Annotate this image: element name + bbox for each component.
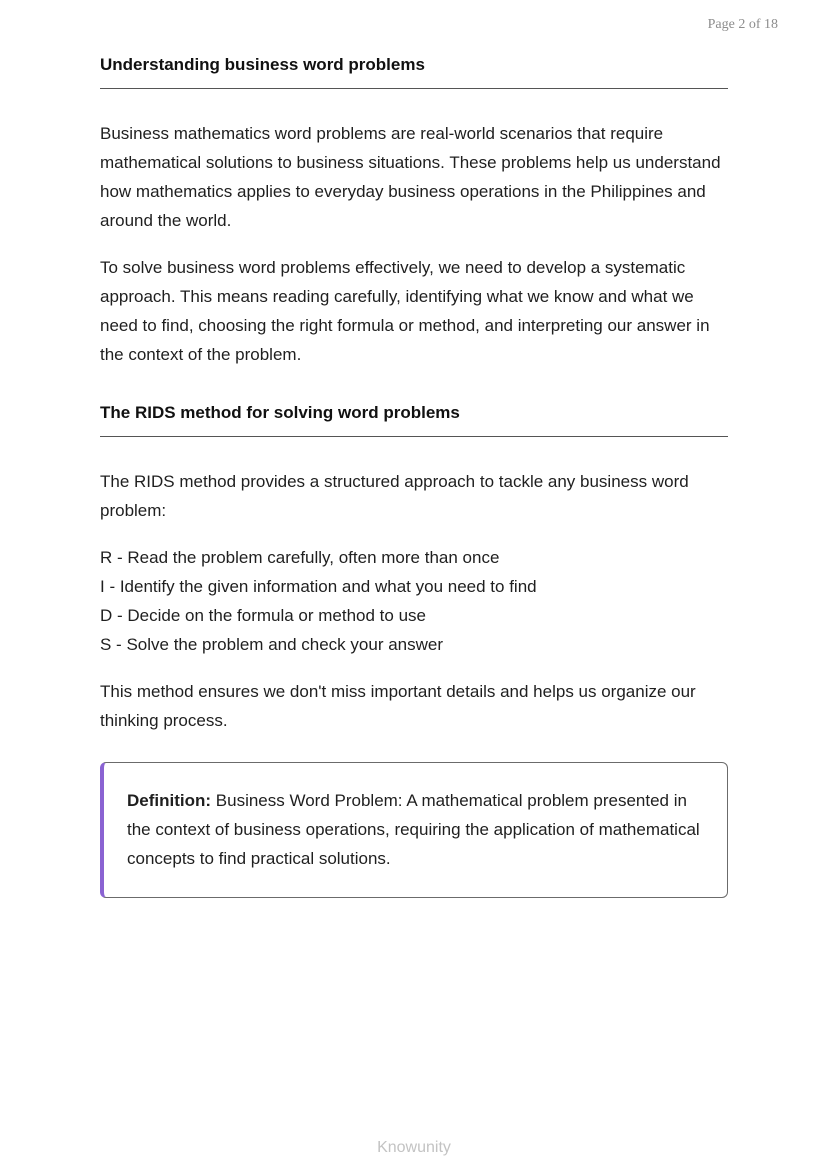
page-number: Page 2 of 18 — [707, 17, 778, 32]
section-heading-understanding: Understanding business word problems — [100, 54, 728, 89]
paragraph-rids-intro: The RIDS method provides a structured approach to tackle any business word problem: — [100, 472, 689, 520]
document-content — [100, 54, 728, 898]
rids-step-d: D - Decide on the formula or method to use — [100, 606, 426, 625]
paragraph-intro: Business mathematics word problems are real-world scenarios that require mathematical solutions to business situations. These problems help us understand how mathematics applies to everyday business operations in the Philippines and around the world. — [100, 124, 721, 230]
rids-step-r: R - Read the problem carefully, often more than once — [100, 548, 500, 567]
definition-body: Business Word Problem: A mathematical problem presented in the context of business operations, requiring the application of mathematical concepts to find practical solutions. — [127, 791, 700, 868]
definition-text — [127, 786, 703, 873]
definition-callout — [100, 762, 728, 898]
rids-steps-list — [100, 543, 728, 659]
paragraph-rids-closing: This method ensures we don't miss important details and helps us organize our thinking process. — [100, 682, 696, 730]
rids-step-s: S - Solve the problem and check your answer — [100, 635, 444, 654]
paragraph-approach: To solve business word problems effectively, we need to develop a systematic approach. This means reading carefully, identifying what we know and what we need to find, choosing the right formula or method, and interpreting our answer in the context of the problem. — [100, 258, 710, 364]
definition-label: Definition: — [127, 791, 212, 810]
rids-step-i: I - Identify the given information and what you need to find — [100, 577, 537, 596]
section-heading-rids: The RIDS method for solving word problems — [100, 402, 728, 437]
footer-brand: Knowunity — [377, 1139, 451, 1156]
